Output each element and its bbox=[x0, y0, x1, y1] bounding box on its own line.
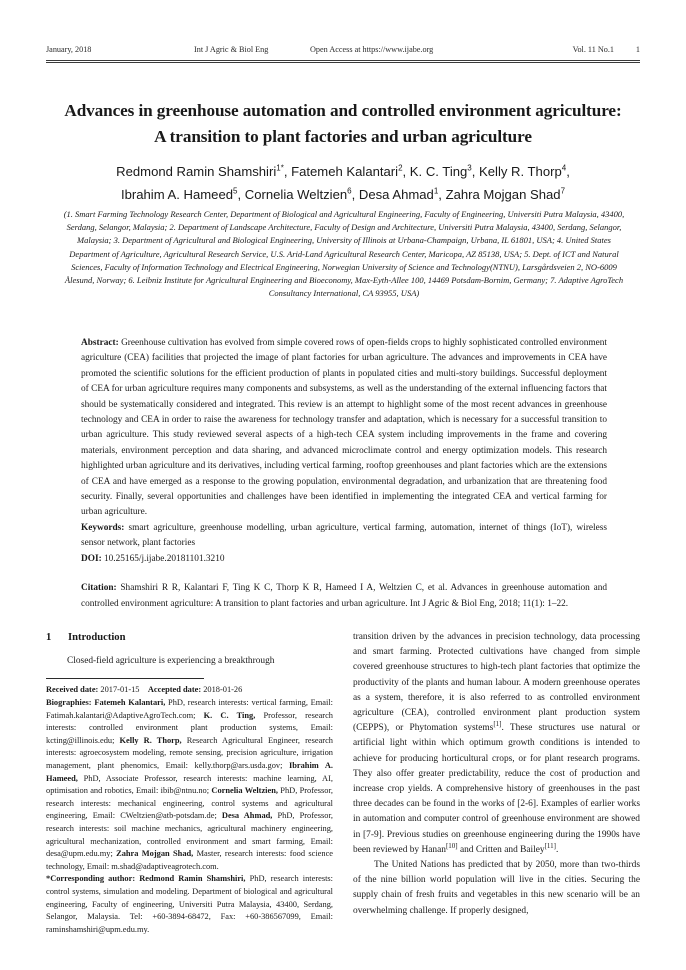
footnote-dates bbox=[46, 684, 333, 697]
header-divider bbox=[46, 60, 640, 63]
running-head-date: January, 2018 bbox=[46, 45, 92, 54]
abstract-paragraph bbox=[81, 336, 607, 521]
corresponding-author-label: *Corresponding author: Redmond Ramin Shamshiri, bbox=[46, 874, 246, 884]
biographies-text: Fatemeh Kalantari, PhD, research interests: vertical farming, Email: Fatimah.kalantari@AdaptiveAgroTech.com; K. C. Ting, Professor, research interests: controlled environment plant production systems, Email: kcting@illinois.edu; Kelly R. Thorp, Research Agricultural Engineer, research interests: agroecosystem modeling, remote sensing, precision agriculture, irrigation management, plant phenomics, Email: kelly.thorp@ars.usda.gov; Ibrahim A. Hameed, PhD, Associate Professor, research interests: machine learning, AI, optimisation and robotics, Email: ibib@ntnu.no; Cornelia Weltzien, PhD, Professor, research interests: mechanical engineering, control systems and agricultural engineering, Email: CWeltzien@atb-potsdam.de; Desa Ahmad, PhD, Professor, research interests: soil machine mechanics, agricultural machinery engineering, agricultural mechanization, controlled environment and smart farming, Email: desa@upm.edu.my; Zahra Mojgan Shad, Master, research interests: food science technology, Email: m.shad@adaptiveagrotech.com. bbox=[46, 698, 334, 871]
citation-label: Citation: bbox=[81, 583, 117, 594]
left-column bbox=[46, 630, 333, 936]
right-column bbox=[353, 630, 640, 919]
running-head-access: Open Access at https://www.ijabe.org bbox=[310, 45, 434, 54]
received-date-label: Received date: bbox=[46, 685, 99, 695]
section-number: 1 bbox=[46, 632, 52, 643]
intro-paragraph: Closed-field agriculture is experiencing a breakthrough bbox=[67, 656, 275, 667]
running-head bbox=[46, 44, 640, 55]
right-paragraph-2: The United Nations has predicted that by 2050, more than two-thirds of the nine billion world population will live in the cities. Securing the supply chain of fresh fruits and vegetables in this new scenario will be an overwhelming challenge. If properly designed, bbox=[353, 860, 640, 916]
citation-line bbox=[81, 581, 607, 612]
footnotes bbox=[46, 684, 333, 936]
author-list bbox=[58, 160, 628, 206]
running-head-volume: Vol. 11 No.1 bbox=[572, 45, 614, 54]
abstract-text: Greenhouse cultivation has evolved from simple covered rows of open-fields crops to highly sophisticated controlled environment agriculture (CEA) facilities that projected the image of plant factories for urban agriculture. The advances and improvements in CEA have promoted the scientific solutions for the efficient production of plants in populated cities and multi-story buildings. Successful deployment of CEA for urban agriculture requires many components and subsystems, as well as the understanding of the external influencing factors that should be systematically considered and integrated. This review is an attempt to highlight some of the most recent advances in greenhouse technology and CEA in order to raise the awareness for technology transfer and adaptation, which is necessary for a successful transition to urban agriculture. This study reviewed several aspects of a high-tech CEA system including improvements in the frame and covering materials, environment perception and data sharing, and advanced microclimate control and energy optimization models. This research highlighted urban agriculture and its derivatives, including vertical farming, rooftop greenhouses and plant factories which are the extensions of CEA and have emerged as a response to the growing population, environmental degradation, and urbanization that are threatening food security. Finally, several opportunities and challenges have been identified in implementing the integrated CEA and vertical farming for urban agriculture. bbox=[81, 338, 608, 518]
doi-text[interactable]: 10.25165/j.ijabe.20181101.3210 bbox=[104, 553, 225, 564]
citation-text: Shamshiri R R, Kalantari F, Ting K C, Thorp K R, Hameed I A, Weltzien C, et al. Advances in greenhouse automation and controlled environment agriculture: A transition to plant factories and urban agriculture. Int J Agric & Biol Eng, 2018; 11(1): 1–22. bbox=[81, 583, 607, 609]
corresponding-author-text: PhD, research interests: control systems, simulation and modeling. Department of biological and agricultural engineering, Faculty of engineering, Universiti Putra Malaysia, 43400, Serdang, Selangor, Malaysia. Tel: +60-3894-68472, Fax: +60-386567099, Email: raminshamshiri@upm.edu.my. bbox=[46, 874, 334, 934]
doi-line bbox=[81, 552, 607, 567]
page-title: Advances in greenhouse automation and controlled environment agriculture: A transition to plant factories and urban agriculture bbox=[64, 101, 622, 146]
abstract-label: Abstract: bbox=[81, 338, 119, 348]
received-date-value: 2017-01-15 bbox=[100, 685, 140, 695]
doi-label: DOI: bbox=[81, 553, 102, 564]
affiliations: (1. Smart Farming Technology Research Center, Department of Biological and Agricultural Engineering, Faculty of Engineering, Universiti Putra Malaysia, 43400, Serdang, Selangor, Malaysia; 2. Department of Landscape Architecture, Faculty of Design and Architecture, Universiti Putra Malaysia, 43400, Serdang, Selangor, Malaysia; 3. Department of Agricultural and Biological Engineering, University of Illinois at Urbana-Champaign, Urbana, IL 61801, USA; 4. United States Department of Agriculture, Agricultural Research Service, U.S. Arid-Land Agricultural Research Center, Maricopa, AZ 85138, USA; 5. Dept. of ICT and Natural Sciences, Faculty of Information Technology and Electrical Engineering, Norwegian University of Science and Technology(NTNU), Larsgårdsveien 2, NO-6009 Ålesund, Norway; 6. Leibniz Institute for Agricultural Engineering and Bioeconomy, Max-Eyth-Allee 100, 14469 Potsdam-Bornim, Germany; 7. Adaptive AgroTech Consultancy International, CA 93955, USA) bbox=[63, 209, 625, 299]
running-head-journal: Int J Agric & Biol Eng bbox=[194, 45, 269, 54]
running-head-page-number: 1 bbox=[635, 45, 640, 54]
keywords-line bbox=[81, 521, 607, 552]
section-title: Introduction bbox=[68, 632, 126, 643]
accepted-date-label: Accepted date: bbox=[147, 685, 202, 695]
biographies-label: Biographies: bbox=[46, 698, 92, 707]
right-paragraph-1: transition driven by the advances in precision technology, data processing and smart farming. Protected cultivations have changed from simple covered greenhouse structures to high-tech plant factories that optimize the productivity of the plants and human labour. A modern greenhouse operates as a system, therefore, it is also referred to as controlled environment agriculture (CEA), controlled environment plant production system (CEPPS), or Phytomation systems[1]. These structures use natural or artificial light within which optimum growth conditions is intended to achieve for producing horticultural crops, or for plant research programs. They also offer greater predictability, reduce the cost of production and increase crop yields. A comprehensive history of greenhouses in the past three decades can be found in the works of [2-6]. Examples of earlier works in automation and computer control of greenhouse environment are showed in [7-9]. Previous studies on greenhouse engineering during the 1990s have been reviewed by Hanan[10] and Critten and Bailey[11]. bbox=[353, 632, 640, 855]
keywords-text: smart agriculture, greenhouse modelling, urban agriculture, vertical farming, automation, internet of things (IoT), wireless sensor network, plant factories bbox=[81, 522, 607, 549]
abstract-block bbox=[81, 336, 607, 612]
section-heading-introduction bbox=[46, 630, 333, 645]
footnote-divider bbox=[46, 678, 204, 679]
accepted-date-value: 2018-01-26 bbox=[203, 685, 243, 695]
footnote-biographies bbox=[46, 697, 333, 873]
author-line-2: Ibrahim A. Hameed$^5$, Cornelia Weltzien$^6$, Desa Ahmad$^1$, Zahra Mojgan Shad$^7$ bbox=[120, 186, 566, 202]
footnote-corresponding-author bbox=[46, 873, 333, 936]
author-line-1: Redmond Ramin Shamshiri$^{1*}$, Fatemeh Kalantari$^2$, K. C. Ting$^3$, Kelly R. Thorp$^4$, bbox=[116, 163, 570, 179]
keywords-label: Keywords: bbox=[81, 522, 125, 533]
